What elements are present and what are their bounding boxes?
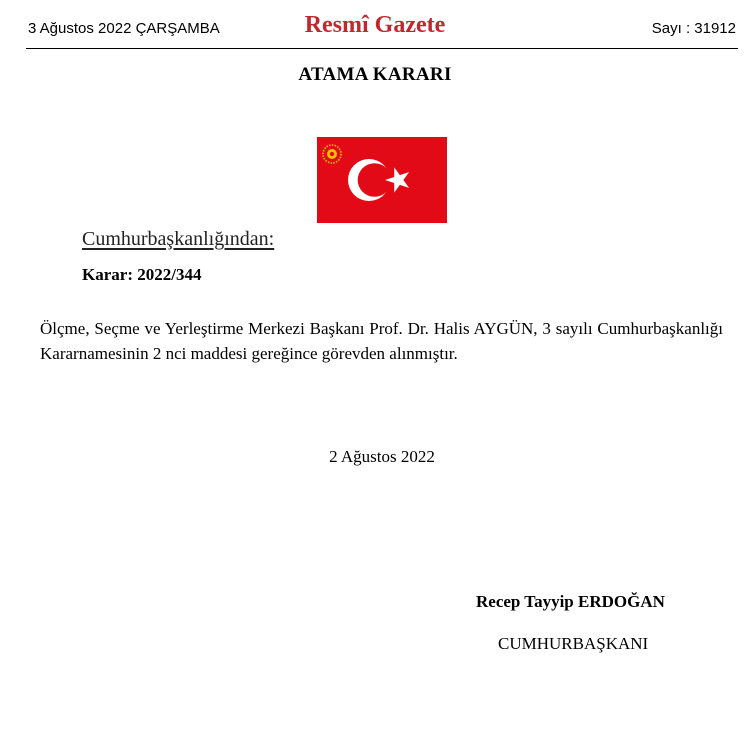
turkish-flag-emblem-icon <box>317 137 447 223</box>
issuing-authority: Cumhurbaşkanlığından: <box>82 228 275 250</box>
issue-number: Sayı : 31912 <box>651 20 736 37</box>
decision-body: Ölçme, Seçme ve Yerleştirme Merkezi Başkanı Prof. Dr. Halis AYGÜN, 3 sayılı Cumhurbaşkanlığı Kararnamesinin 2 nci maddesi gereğince görevden alınmıştır. <box>40 319 723 363</box>
gazette-title: Resmî Gazete <box>304 12 446 38</box>
decision-date: 2 Ağustos 2022 <box>329 447 435 466</box>
document-title: ATAMA KARARI <box>298 64 452 85</box>
decision-number: Karar: 2022/344 <box>82 265 202 284</box>
signer-title: CUMHURBAŞKANI <box>498 634 649 653</box>
publication-date: 3 Ağustos 2022 ÇARŞAMBA <box>28 20 220 37</box>
header-divider <box>26 48 738 49</box>
gazette-header <box>0 0 750 50</box>
signer-name: Recep Tayyip ERDOĞAN <box>476 592 665 611</box>
